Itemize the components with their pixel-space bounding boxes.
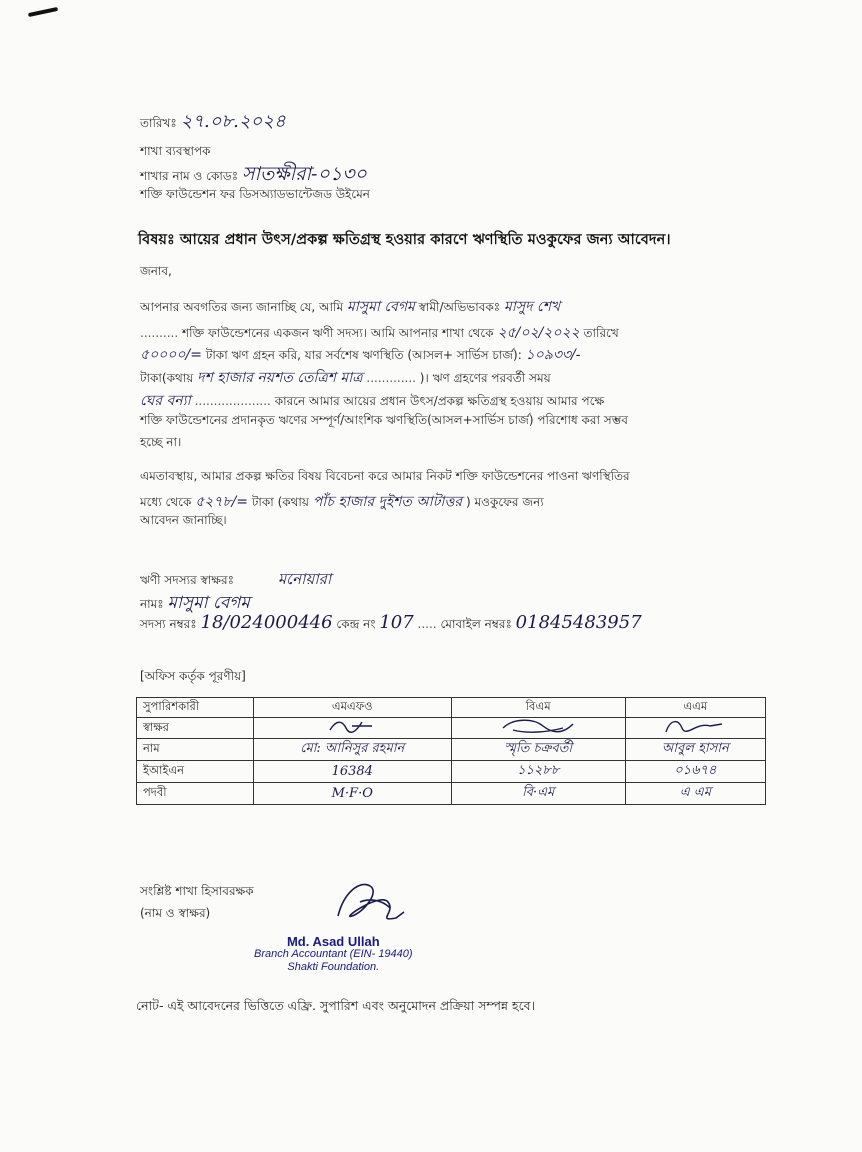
para1-line6: শক্তি ফাউন্ডেশনের প্রদানকৃত ঋণের সম্পূর্ণ/আংশিক ঋণস্থিতি(আসল+সার্ভিস চার্জ) পরিশোধ করা সম্ভব bbox=[140, 413, 628, 427]
applicant-ids-line: সদস্য নম্বরঃ 18/024000446 কেন্দ্র নং 107 ..... মোবাইল নম্বরঃ 01845483957 bbox=[140, 612, 642, 633]
signature-cell bbox=[451, 718, 625, 739]
para1-text: )। ঋণ গ্রহণের পরবর্তী সময় bbox=[419, 371, 551, 385]
accountant-stamp bbox=[254, 935, 413, 974]
para2-line1: এমতাবস্থায়, আমার প্রকল্প ক্ষতির বিষয় বিবেচনা করে আমার নিকট শক্তি ফাউন্ডেশনের পাওনা ঋণস্থিতির bbox=[140, 469, 630, 483]
signature-mfo bbox=[322, 718, 382, 734]
sign-label: ঋণী সদস্যর স্বাক্ষরঃ bbox=[140, 573, 234, 587]
date-line bbox=[140, 107, 286, 138]
stamp-name: Md. Asad Ullah bbox=[286, 934, 380, 949]
table-header: এমএফও bbox=[253, 698, 451, 718]
para2-text: ) মওকুফের জন্য bbox=[465, 495, 544, 509]
table-header-row bbox=[137, 698, 766, 718]
guardian-fill: মাসুদ শেখ bbox=[504, 299, 561, 315]
stamp-org: Shakti Foundation. bbox=[287, 961, 380, 973]
table-row bbox=[137, 761, 766, 783]
table-cell: ১১২৮৮ bbox=[451, 761, 625, 783]
signature-cell bbox=[253, 718, 451, 739]
table-row bbox=[137, 718, 766, 739]
para1-line3 bbox=[140, 343, 581, 367]
applicant-name-fill: মাসুমা বেগম bbox=[346, 299, 415, 315]
table-cell: 16384 bbox=[253, 761, 451, 783]
organization-name: শক্তি ফাউন্ডেশন ফর ডিসঅ্যাডভান্টেজড উইমেন bbox=[140, 187, 370, 201]
table-header: এএম bbox=[625, 698, 765, 718]
row-label: স্বাক্ষর bbox=[137, 718, 254, 739]
center-number: 107 bbox=[379, 612, 414, 633]
table-cell: বি·এম bbox=[451, 783, 625, 805]
waive-words-fill: পাঁচ হাজার দুইশত আটাত্তর bbox=[312, 494, 463, 510]
para1-text: শক্তি ফাউন্ডেশনের একজন ঋণী সদস্য। আমি আপনার শাখা থেকে bbox=[181, 326, 494, 340]
footer-note: নোট- এই আবেদনের ভিত্তিতে এফ্রি. সুপারিশ এবং অনুমোদন প্রক্রিয়া সম্পন্ন হবে। bbox=[136, 998, 536, 1013]
table-cell: এ এম bbox=[625, 783, 765, 805]
para1-text: কারনে আমার আয়ের প্রধান উৎস/প্রকল্প ক্ষতিগ্রস্থ হওয়ায় আমার পক্ষে bbox=[274, 394, 605, 408]
row-label: নাম bbox=[137, 739, 254, 761]
row-label: ইআইএন bbox=[137, 761, 254, 783]
guardian-label: স্বামী/অভিভাবকঃ bbox=[418, 300, 501, 314]
para1-text: আপনার অবগতির জন্য জানাচ্ছি যে, আমি bbox=[140, 300, 344, 314]
para2-line2 bbox=[140, 490, 544, 514]
branch-value: সাতক্ষীরা-০১৩০ bbox=[241, 163, 367, 185]
pen-mark bbox=[28, 7, 58, 17]
accountant-title: সংশ্লিষ্ট শাখা হিসাবরক্ষক bbox=[140, 884, 254, 898]
para1-line1 bbox=[140, 295, 560, 319]
para1-text: টাকা ঋণ গ্রহন করি, যার সর্বশেষ ঋণস্থিতি (আসল+ সার্ভিস চার্জ): bbox=[205, 348, 522, 362]
table-cell: মো: আনিসুর রহমান bbox=[253, 739, 451, 761]
mobile-label: মোবাইল নম্বরঃ bbox=[440, 617, 512, 631]
para1-line4: টাকা(কথায় দশ হাজার নয়শত তেত্রিশ মাত্র ............. )। ঋণ গ্রহণের পরবর্তী সময় bbox=[140, 370, 551, 386]
para1-text: টাকা(কথায় bbox=[140, 371, 194, 385]
signature-bm bbox=[493, 718, 583, 734]
loan-date-fill: ২৫/০২/২০২২ bbox=[497, 325, 580, 341]
recipient-title: শাখা ব্যবস্থাপক bbox=[140, 144, 211, 158]
date-label: তারিখঃ bbox=[140, 116, 177, 130]
name-label: নামঃ bbox=[140, 597, 164, 611]
para2-line3: আবেদন জানাচ্ছি। bbox=[140, 513, 227, 527]
center-label: কেন্দ্র নং bbox=[336, 617, 376, 631]
date-value: ২৭.০৮.২০২৪ bbox=[180, 111, 286, 132]
signature-cell bbox=[625, 718, 765, 739]
stamp-title: Branch Accountant (EIN- 19440) bbox=[254, 948, 413, 960]
para2-text: মধ্যে থেকে bbox=[140, 495, 192, 509]
loan-amount-fill: ৫০০০০/= bbox=[140, 347, 202, 363]
table-cell: ০১৬৭৪ bbox=[625, 761, 765, 783]
table-cell: আবুল হাসান bbox=[625, 739, 765, 761]
row-label: পদবী bbox=[137, 783, 254, 805]
table-cell: M·F·O bbox=[253, 783, 451, 805]
accountant-signature bbox=[330, 872, 410, 928]
signature-am bbox=[660, 718, 730, 734]
para1-line5: ঘের বন্যা .................... কারনে আমার আয়ের প্রধান উৎস/প্রকল্প ক্ষতিগ্রস্থ হওয়ায় আমার পক্ষে bbox=[140, 393, 605, 409]
balance-words-fill: দশ হাজার নয়শত তেত্রিশ মাত্র bbox=[197, 370, 363, 386]
para1-line7: হচ্ছে না। bbox=[140, 435, 182, 449]
table-row bbox=[137, 739, 766, 761]
table-row bbox=[137, 783, 766, 805]
table-header: সুপারিশকারী bbox=[137, 698, 254, 718]
accountant-signature-mark bbox=[330, 872, 410, 928]
para1-line2: .......... শক্তি ফাউন্ডেশনের একজন ঋণী সদস্য। আমি আপনার শাখা থেকে ২৫/০২/২০২২ তারিখে bbox=[140, 325, 619, 341]
accountant-subtitle: (নাম ও স্বাক্ষর) bbox=[140, 906, 211, 920]
member-number: 18/024000446 bbox=[200, 612, 333, 633]
member-label: সদস্য নম্বরঃ bbox=[140, 617, 197, 631]
salutation: জনাব, bbox=[140, 264, 172, 278]
branch-label: শাখার নাম ও কোডঃ bbox=[140, 169, 239, 183]
applicant-signature: মনোয়ারা bbox=[277, 570, 332, 588]
subject-line: বিষয়ঃ আয়ের প্রধান উৎস/প্রকল্প ক্ষতিগ্রস্থ হওয়ার কারণে ঋণস্থিতি মওকুফের জন্য আবেদন। bbox=[138, 232, 671, 248]
waive-amount-fill: ৫২৭৮/= bbox=[195, 494, 249, 510]
table-cell: স্মৃতি চক্রবর্তী bbox=[451, 739, 625, 761]
approval-table bbox=[136, 697, 766, 805]
applicant-name: মাসুমা বেগম bbox=[167, 593, 250, 613]
para2-text: টাকা (কথায় bbox=[251, 495, 309, 509]
table-header: বিএম bbox=[451, 698, 625, 718]
office-note: [অফিস কর্তৃক পূরণীয়] bbox=[140, 669, 246, 683]
reason-fill: ঘের বন্যা bbox=[140, 393, 191, 409]
balance-fill: ১০৯৩৩/- bbox=[525, 347, 581, 363]
para1-text: তারিখে bbox=[583, 326, 619, 340]
mobile-number: 01845483957 bbox=[515, 612, 642, 633]
